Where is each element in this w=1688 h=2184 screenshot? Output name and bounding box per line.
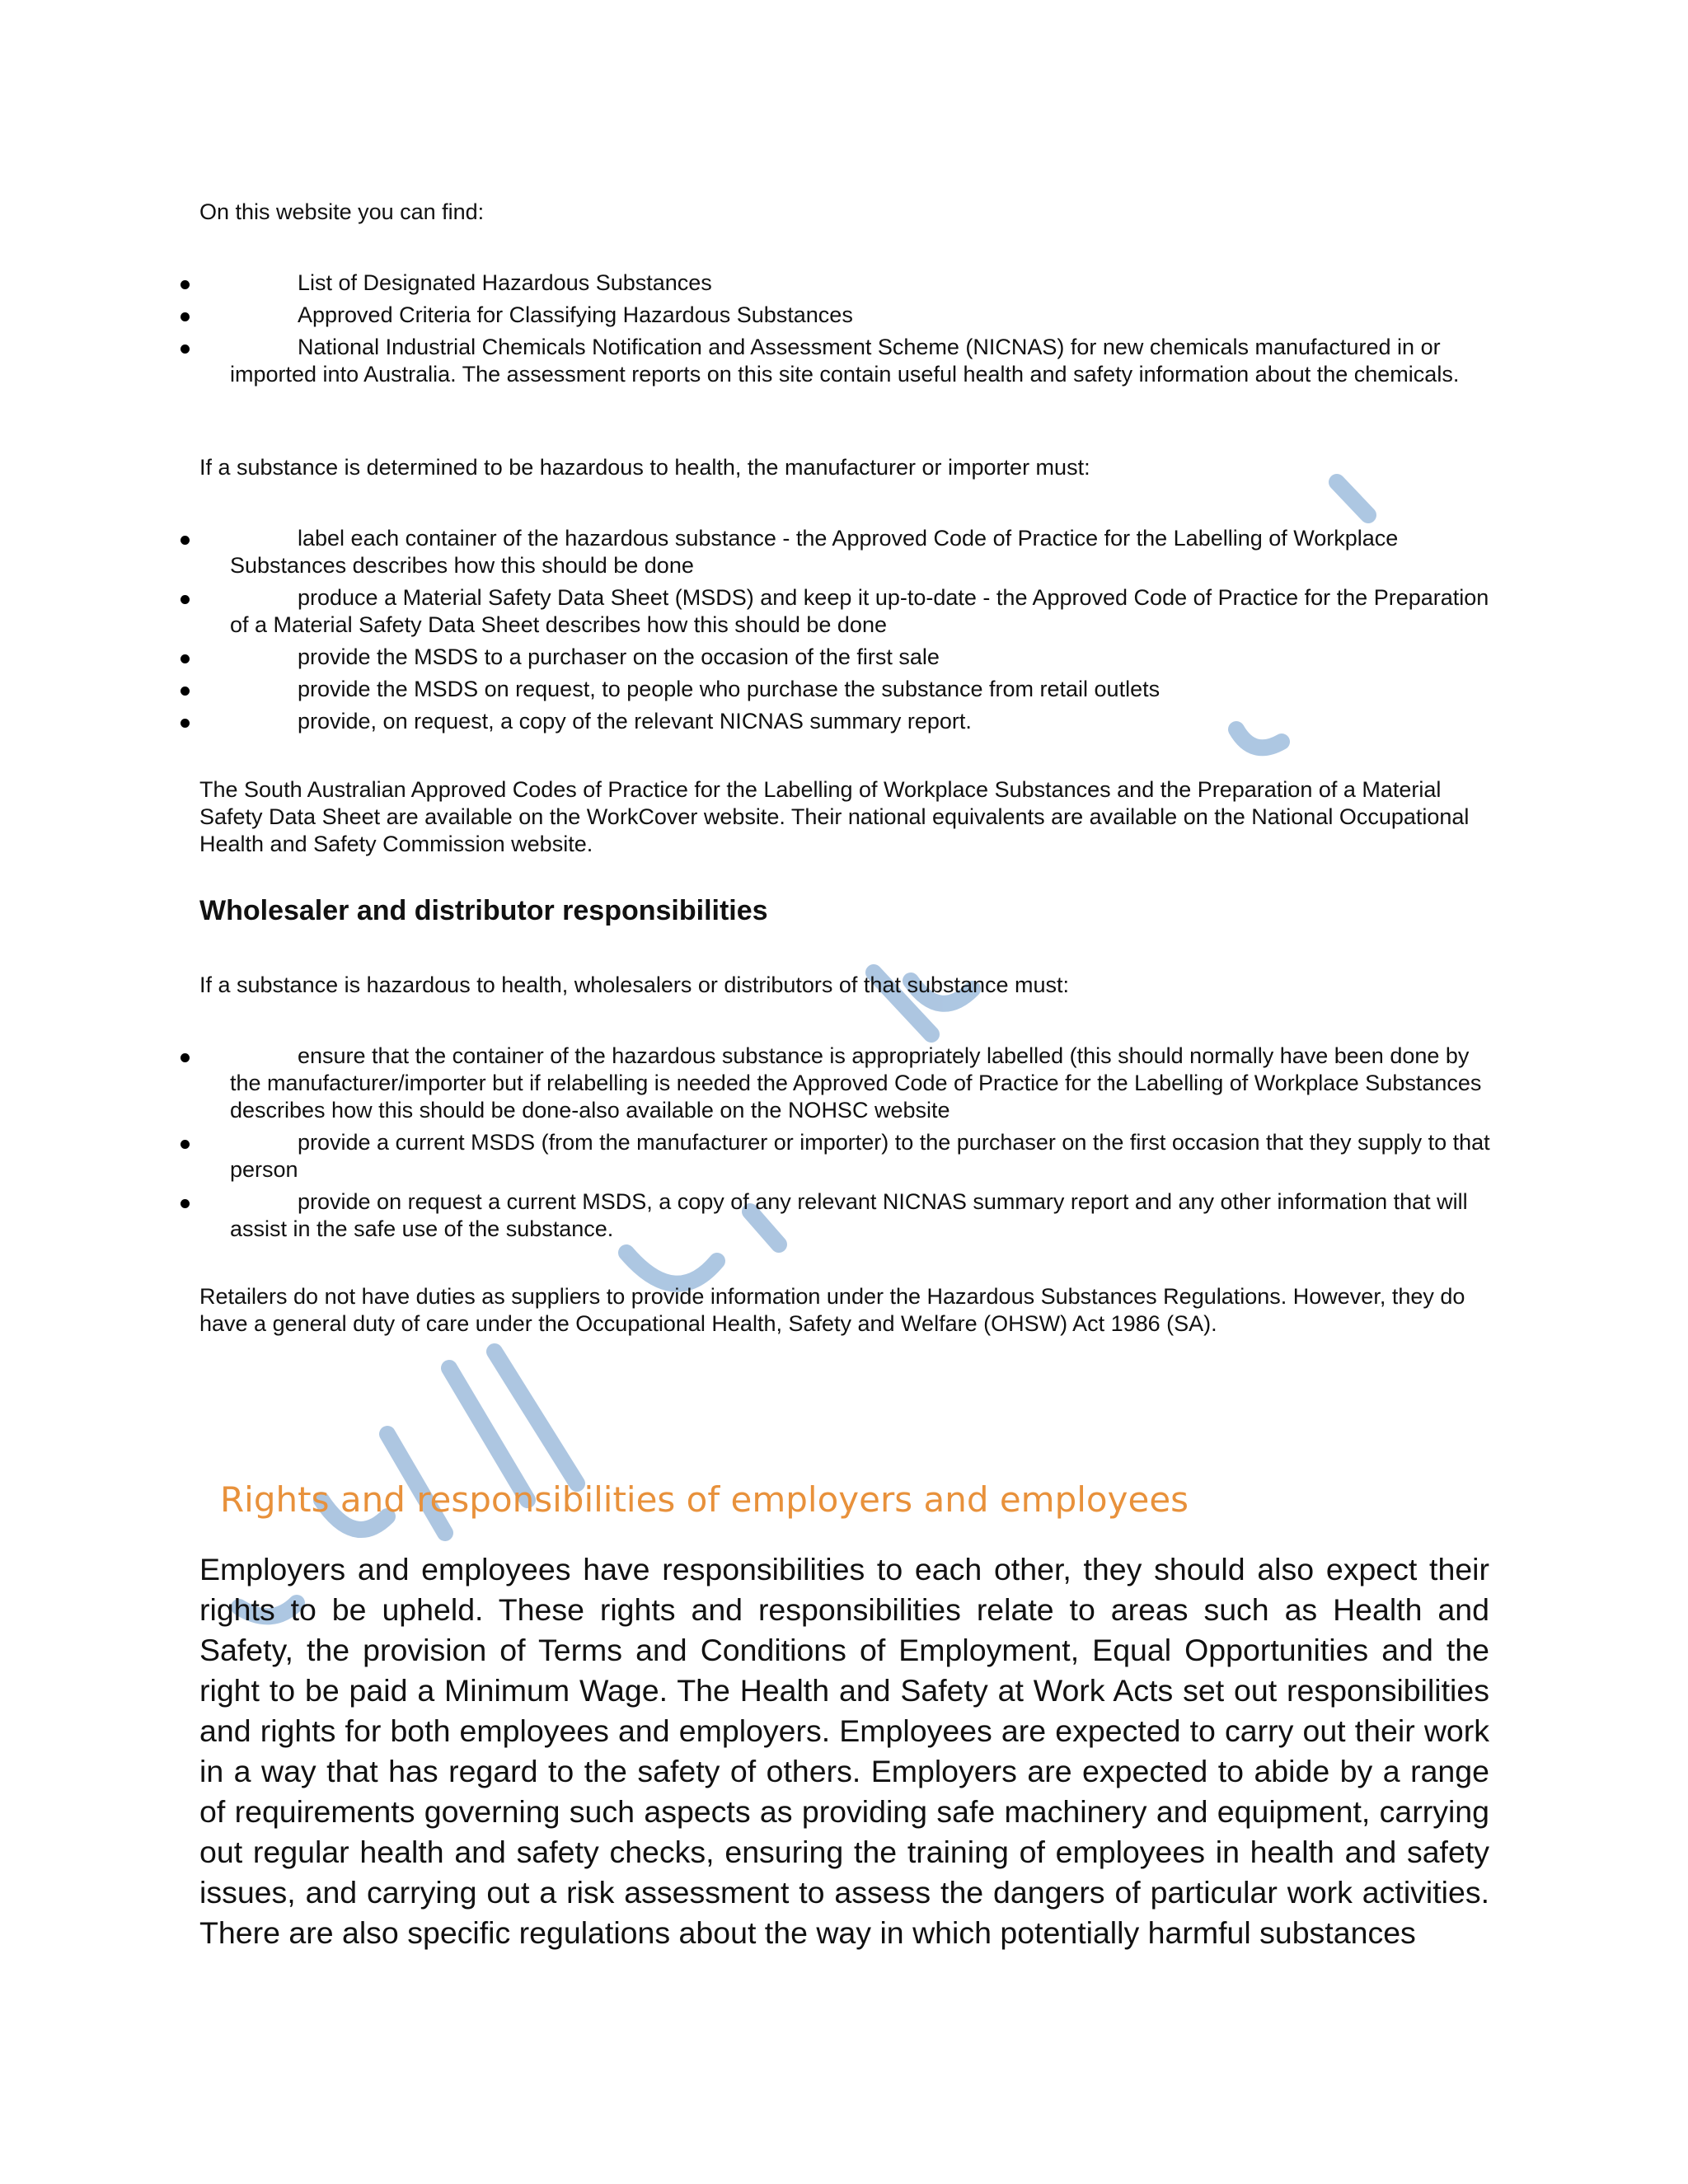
wholesaler-list <box>0 1043 1688 1248</box>
list-item: provide, on request, a copy of the relevant NICNAS summary report. <box>0 708 1491 735</box>
bullet-icon <box>181 654 190 663</box>
rights-paragraph: Employers and employees have responsibilities to each other, they should also expect their rights to be upheld. These rights and responsibilities relate to areas such as Health and Safety, the provision of Terms and Conditions of Employment, Equal Opportunities and the right to be paid a Minimum Wage. The Health and Safety at Work Acts set out responsibilities and rights for both employees and employers. Employees are expected to carry out their work in a way that has regard to the safety of others. Employers are expected to abide by a range of requirements governing such aspects as providing safe machinery and equipment, carrying out regular health and safety checks, ensuring the training of employees in health and safety issues, and carrying out a risk assessment to assess the dangers of particular work activities. There are also specific regulations about the way in which potentially harmful substances <box>199 1552 1489 1950</box>
bullet-icon <box>181 1053 190 1062</box>
list-item: provide the MSDS on request, to people who purchase the substance from retail outlets <box>0 676 1491 703</box>
bullet-icon <box>181 1140 190 1149</box>
bullet-icon <box>181 687 190 696</box>
wholesaler-intro: If a substance is hazardous to health, wholesalers or distributors of that substance must: <box>199 972 1070 997</box>
list-item: ensure that the container of the hazardous substance is appropriately labelled (this should normally have been done by the manufacturer/importer but if relabelling is needed the Approved Code of Practice for the Labelling of Workplace Substances describes how this should be done-also available on the NOHSC website <box>0 1043 1491 1124</box>
rights-heading: Rights and responsibilities of employers and employees <box>220 1479 1189 1520</box>
bullet-icon <box>181 536 190 545</box>
bullet-icon <box>181 595 190 604</box>
manufacturer-intro: If a substance is determined to be hazardous to health, the manufacturer or importer must: <box>199 455 1090 480</box>
list-item: provide a current MSDS (from the manufacturer or importer) to the purchaser on the first occasion that they supply to that person <box>0 1129 1491 1183</box>
bullet-icon <box>181 344 190 354</box>
retailers-paragraph: Retailers do not have duties as suppliers to provide information under the Hazardous Substances Regulations. However, they do have a general duty of care under the Occupational Health, Safety and Welfare (OHSW) Act 1986 (SA). <box>199 1284 1465 1336</box>
bullet-icon <box>181 719 190 728</box>
find-list <box>0 269 1688 393</box>
list-item: List of Designated Hazardous Substances <box>0 269 1491 297</box>
manufacturer-list <box>0 525 1688 740</box>
bullet-icon <box>181 280 190 289</box>
intro-text: On this website you can find: <box>199 199 485 224</box>
list-item: provide the MSDS to a purchaser on the occasion of the first sale <box>0 644 1491 671</box>
list-item: provide on request a current MSDS, a copy of any relevant NICNAS summary report and any other information that will assist in the safe use of the substance. <box>0 1188 1491 1243</box>
list-item: produce a Material Safety Data Sheet (MSDS) and keep it up-to-date - the Approved Code of Practice for the Preparation of a Material Safety Data Sheet describes how this should be done <box>0 584 1491 639</box>
wholesaler-heading: Wholesaler and distributor responsibilities <box>199 895 768 926</box>
bullet-icon <box>181 1199 190 1208</box>
bullet-icon <box>181 312 190 321</box>
list-item: label each container of the hazardous substance - the Approved Code of Practice for the Labelling of Workplace Substances describes how this should be done <box>0 525 1491 579</box>
list-item: National Industrial Chemicals Notification and Assessment Scheme (NICNAS) for new chemicals manufactured in or imported into Australia. The assessment reports on this site contain useful health and safety information about the chemicals. <box>0 334 1491 388</box>
list-item: Approved Criteria for Classifying Hazardous Substances <box>0 302 1491 329</box>
codes-paragraph: The South Australian Approved Codes of Practice for the Labelling of Workplace Substances and the Preparation of a Material Safety Data Sheet are available on the WorkCover website. Their national equivalents are available on the National Occupational Health and Safety Commission website. <box>199 777 1470 856</box>
